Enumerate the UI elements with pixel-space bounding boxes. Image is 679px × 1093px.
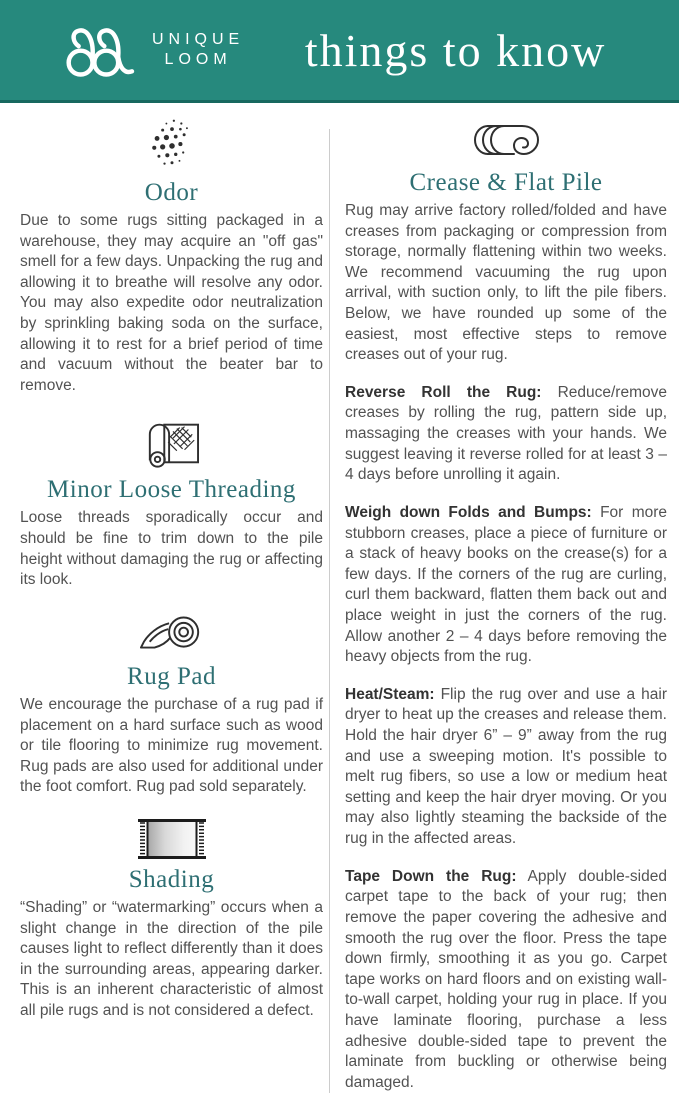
section-heading-odor: Odor [144, 179, 199, 206]
page-title: things to know [304, 24, 607, 76]
section-shading [20, 818, 323, 1022]
section-heading-crease: Crease & Flat Pile [409, 169, 603, 196]
tip-reverse-roll [345, 383, 667, 486]
tip-text-heat-steam: Flip the rug over and use a hair dryer to heat up the creases and release them. Hold the hair dryer 6” – 9” away from the rug and use a sweeping motion. It's possible to melt rug fibers, so use a low or medium heat setting and keep the hair dryer moving. Or you may also lightly steaming the backside of the rug in the affected areas. [345, 685, 667, 848]
section-body-rug-pad: We encourage the purchase of a rug pad if placement on a hard surface such as wood or tile flooring to minimize rug movement. Rug pads are also used for additional under the foot comfort. Rug pad sold separately. [20, 695, 323, 796]
section-heading-rug-pad: Rug Pad [127, 662, 216, 690]
rolled-rug-hatch-icon [20, 416, 323, 475]
section-body-shading: “Shading” or “watermarking” occurs when a slight change in the direction of the pile causes light to reflect differently than it does in the surrounding areas, appearing darker. This is an inherent characteristic of almost all pile rugs and is not considered a defect. [20, 898, 323, 1020]
content-area [0, 103, 679, 1093]
tip-weigh-down [345, 503, 667, 668]
tip-text-tape-down: Apply double-sided carpet tape to the back of your rug; then remove the paper covering the adhesive and smooth the rug over the floor. Press the tape down firmly, smoothing it as you go. Carpet tape works on hard floors and on existing wall-to-wall carpet, holding your rug in place. If you have laminate flooring, purchase a less adhesive double-sided tape to prevent the laminate from buckling or otherwise being damaged. [345, 867, 667, 1091]
tip-label-reverse-roll: Reverse Roll the Rug: [345, 383, 542, 401]
tip-label-heat-steam: Heat/Steam: [345, 685, 435, 703]
tip-label-weigh-down: Weigh down Folds and Bumps: [345, 503, 592, 521]
tip-tape-down [345, 867, 667, 1093]
left-column [20, 115, 323, 1093]
section-crease-flat-pile [345, 117, 667, 366]
section-rug-pad [20, 611, 323, 798]
tip-text-reverse-roll: Reduce/remove creases by rolling the rug, pattern side up, massaging the creases with your hands. We suggest leaving it reverse rolled for at least 3 – 4 days before unrolling it again. [345, 383, 667, 484]
section-minor-loose-threading [20, 416, 323, 590]
right-column [330, 115, 667, 1093]
rug-pad-roll-icon [20, 611, 323, 662]
tip-heat-steam [345, 685, 667, 850]
brand-line2: LOOM [164, 51, 232, 68]
header-banner [0, 0, 679, 103]
unique-loom-logo-icon [56, 19, 142, 81]
tip-label-tape-down: Tape Down the Rug: [345, 867, 517, 885]
section-heading-threading: Minor Loose Threading [47, 476, 296, 504]
odor-dots-icon [20, 117, 323, 178]
tip-text-weigh-down: For more stubborn creases, place a piece of furniture or a stack of heavy books on the crease(s) for a few days. If the corners of the rug are curling, curl them backward, flatten them back out and place weight in just the corners of the rug. Allow another 2 – 4 days before removing the heavy objects from the rug. [345, 503, 668, 666]
shaded-rug-fringe-icon [20, 818, 323, 865]
section-body-crease: Rug may arrive factory rolled/folded and have creases from packaging or compression from storage, normally flattening within two weeks. We recommend vacuuming the rug upon arrival, with suction only, to lift the pile fibers. Below, we have rounded up some of the easiest, most effective steps to remove creases out of your rug. [345, 202, 667, 364]
rolled-rug-spiral-icon [345, 117, 667, 168]
brand-logo [56, 19, 244, 81]
brand-line1: UNIQUE [152, 31, 245, 48]
section-odor [20, 117, 323, 396]
section-heading-shading: Shading [128, 865, 215, 893]
section-body-threading: Loose threads sporadically occur and should be fine to trim down to the pile height without damaging the rug or affecting its look. [20, 509, 323, 589]
section-body-odor: Due to some rugs sitting packaged in a warehouse, they may acquire an "off gas" smell for a few days. Unpacking the rug and allowing it to breathe will resolve any odor. You may also expedite odor neutralization by sprinkling baking soda on the surface, allowing it to rest for a brief period of time and vacuum without the beater bar to remove. [20, 212, 323, 394]
brand-wordmark [152, 30, 244, 70]
